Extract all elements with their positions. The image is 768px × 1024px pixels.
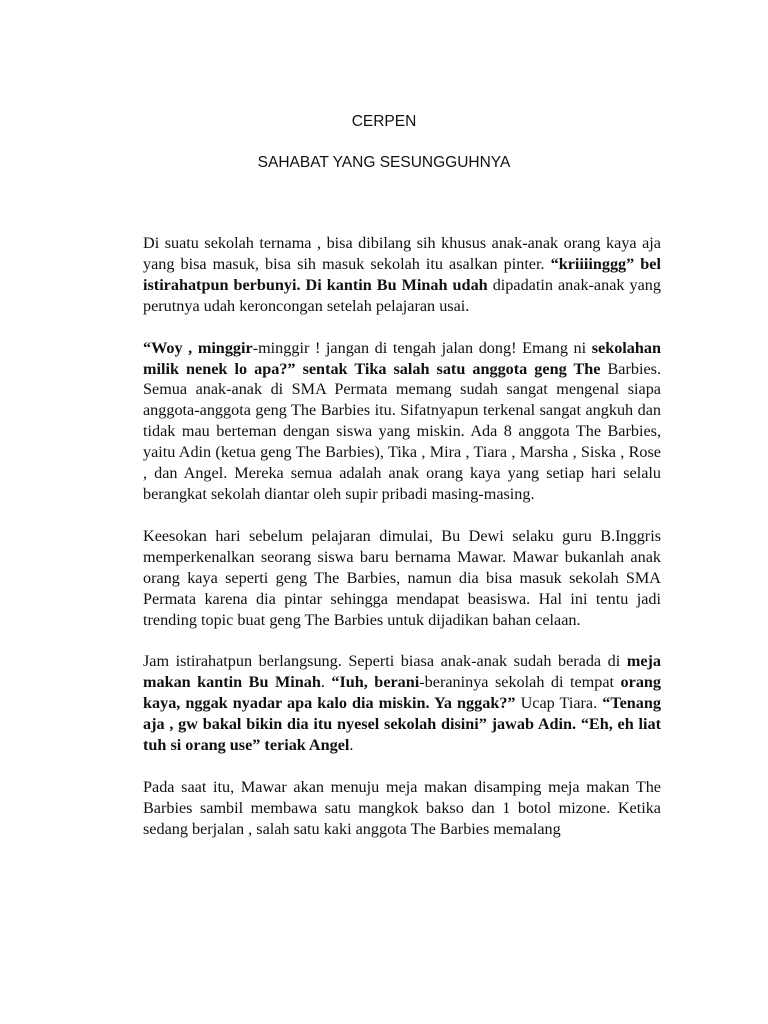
story-body: [143, 233, 661, 840]
text-run-bold: orang kaya, nggak nyadar apa kalo dia miskin. Ya nggak?”: [143, 673, 662, 713]
text-run: dipadatin anak-anak yang perutnya udah keroncongan setelah pelajaran usai.: [143, 275, 661, 315]
paragraph: [143, 233, 661, 317]
text-run-bold: sekolahan milik nenek lo apa?” sentak Tika salah satu anggota geng The: [143, 338, 661, 378]
document-subtitle: SAHABAT YANG SESUNGGUHNYA: [257, 154, 511, 171]
text-run-bold: “kriiiinggg” bel istirahatpun berbunyi. Di kantin Bu Minah udah: [143, 254, 661, 294]
text-run: .: [320, 673, 332, 692]
text-run: Keesokan hari sebelum pelajaran dimulai, Bu Dewi selaku guru B.Inggris memperkenalkan seorang siswa baru bernama Mawar. Mawar bukanlah anak orang kaya seperti geng The Barbies, namun dia bisa masuk sekolah SMA Permata karena dia pintar sehingga mendapat beasiswa. Hal ini tentu jadi trending topic buat geng The Barbies untuk dijadikan bahan celaan.: [143, 526, 661, 629]
text-run: .: [349, 736, 354, 755]
document-title: CERPEN: [351, 113, 417, 130]
text-run-bold: “Iuh, berani: [331, 673, 420, 692]
text-run-bold: meja makan kantin Bu Minah: [143, 652, 661, 692]
paragraph: [143, 651, 661, 756]
text-run: Di suatu sekolah ternama , bisa dibilang sih khusus anak-anak orang kaya aja yang bisa masuk, bisa sih masuk sekolah itu asalkan pinter.: [143, 234, 661, 273]
text-run: -beraninya sekolah di tempat: [419, 673, 621, 692]
text-run: Pada saat itu, Mawar akan menuju meja makan disamping meja makan The Barbies sambil membawa satu mangkok bakso dan 1 botol mizone. Ketika sedang berjalan , salah satu kaki anggota The Barbies memalang: [143, 777, 661, 838]
text-run: -minggir ! jangan di tengah jalan dong! Emang ni: [252, 338, 592, 357]
text-run-bold: “Woy , minggir: [143, 338, 253, 357]
paragraph: [143, 338, 661, 505]
text-run: Ucap Tiara.: [515, 694, 603, 713]
text-run: Jam istirahatpun berlangsung. Seperti biasa anak-anak sudah berada di: [143, 652, 627, 671]
text-run-bold: “Tenang aja , gw bakal bikin dia itu nyesel sekolah disini” jawab Adin. “Eh, eh liat tuh si orang use” teriak Angel: [143, 694, 662, 755]
text-run: Barbies. Semua anak-anak di SMA Permata memang sudah sangat mengenal siapa anggota-anggota geng The Barbies itu. Sifatnyapun terkenal sangat angkuh dan tidak mau berteman dengan siswa yang miskin. Ada 8 anggota The Barbies, yaitu Adin (ketua geng The Barbies), Tika , Mira , Tiara , Marsha , Siska , Rose , dan Angel. Mereka semua adalah anak orang kaya yang setiap hari selalu berangkat sekolah diantar oleh supir pribadi masing-masing.: [143, 359, 661, 503]
paragraph: [143, 526, 661, 631]
paragraph: [143, 777, 661, 840]
